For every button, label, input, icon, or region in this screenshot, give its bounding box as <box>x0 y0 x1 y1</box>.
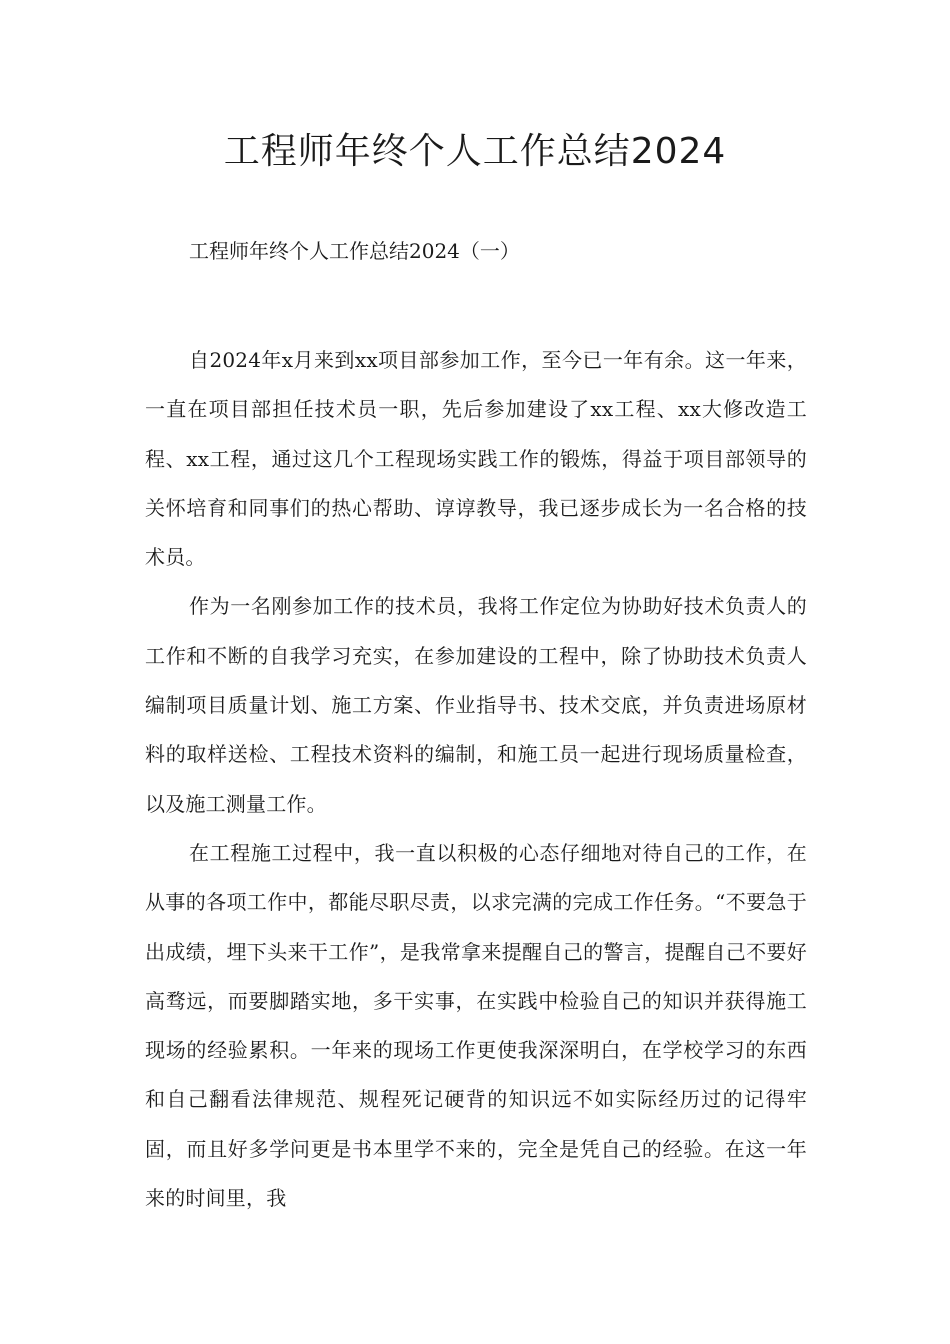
document-body <box>145 336 807 1223</box>
body-paragraph-2: 作为一名刚参加工作的技术员，我将工作定位为协助好技术负责人的工作和不断的自我学习充实，在参加建设的工程中，除了协助技术负责人编制项目质量计划、施工方案、作业指导书、技术交底，并负责进场原材料的取样送检、工程技术资料的编制，和施工员一起进行现场质量检查，以及施工测量工作。 <box>145 594 807 816</box>
document-title: 工程师年终个人工作总结2024 <box>223 131 727 172</box>
body-paragraph-1: 自2024年x月来到xx项目部参加工作，至今已一年有余。这一年来，一直在项目部担任技术员一职，先后参加建设了xx工程、xx大修改造工程、xx工程，通过这几个工程现场实践工作的锻炼，得益于项目部领导的关怀培育和同事们的热心帮助、谆谆教导，我已逐步成长为一名合格的技术员。 <box>145 348 807 570</box>
body-paragraph-3: 在工程施工过程中，我一直以积极的心态仔细地对待自己的工作，在从事的各项工作中，都能尽职尽责，以求完满的完成工作任务。“不要急于出成绩，埋下头来干工作”，是我常拿来提醒自己的警言，提醒自己不要好高骛远，而要脚踏实地，多干实事，在实践中检验自己的知识并获得施工现场的经验累积。一年来的现场工作更使我深深明白，在学校学习的东西和自己翻看法律规范、规程死记硬背的知识远不如实际经历过的记得牢固，而且好多学问更是书本里学不来的，完全是凭自己的经验。在这一年来的时间里，我 <box>145 840 807 1211</box>
section-subtitle: 工程师年终个人工作总结2024（一） <box>189 239 520 263</box>
